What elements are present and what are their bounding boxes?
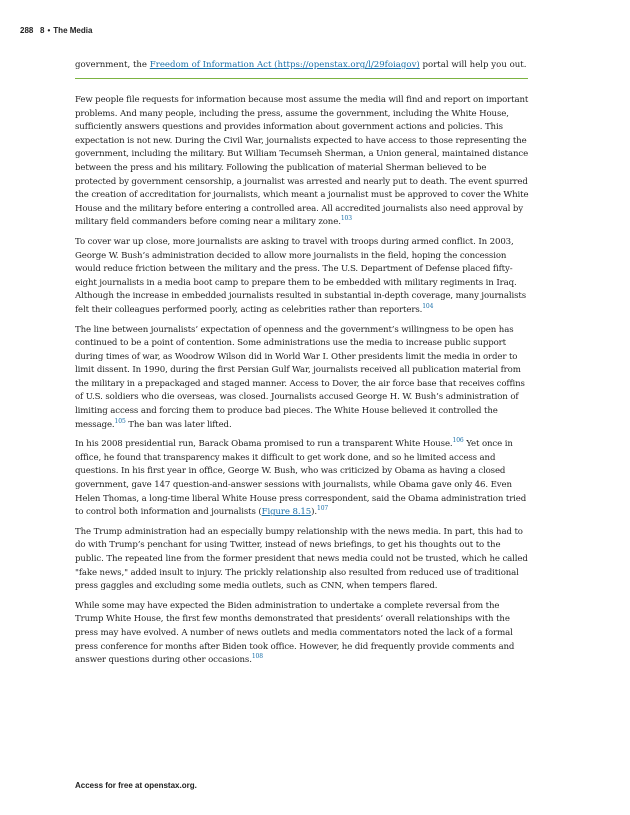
continued-paragraph xyxy=(75,59,528,72)
paragraph-text: The line between journalists’ expectation of openness and the government’s willingness to be open has continued to be a point of contention. Some administrations use the media to increase public support during times of war, as Woodrow Wilson did in World War I. Other presidents limit the media in order to limit dissent. In 1990, during the first Persian Gulf War, journalists received all publication material from the military in a prepackaged and staged manner. Access to Dover, the air force base that receives coffins of U.S. soldiers who die overseas, was closed. Journalists accused George H. W. Bush’s administration of limiting access and forcing them to produce bad pieces. The White House believed it controlled the message. xyxy=(75,324,525,430)
paragraph-text: To cover war up close, more journalists are asking to travel with troops during armed conflict. In 2003, George W. Bush’s administration decided to allow more journalists in the field, hoping the concession would reduce friction between the military and the press. The U.S. Department of Defense placed fifty-eight journalists in a media boot camp to prepare them to be embedded with military regiments in Iraq. Although the increase in embedded journalists resulted in substantial in-depth coverage, many journalists felt their colleagues performed poorly, acting as celebrities rather than reporters. xyxy=(75,236,527,315)
chapter-number: 8 xyxy=(40,26,45,35)
paragraph-2 xyxy=(75,236,530,318)
footnote-ref-106[interactable]: 106 xyxy=(452,437,464,445)
paragraph-5 xyxy=(75,526,530,594)
header-separator: • xyxy=(47,26,51,35)
footnote-ref-107[interactable]: 107 xyxy=(317,505,329,513)
paragraph-text: The ban was later lifted. xyxy=(125,419,232,430)
footnote-ref-105[interactable]: 105 xyxy=(114,417,126,425)
paragraph-text: The Trump administration had an especially bumpy relationship with the news media. In part, this had to do with Trump’s penchant for using Twitter, instead of news briefings, to get his thoughts out to the public. The repeated line from the former president that news media could not be trusted, which he called "fake news," added insult to injury. The prickly relationship also resulted from reduced use of traditional press gaggles and excluding some media outlets, such as CNN, when tempers flared. xyxy=(75,526,528,592)
main-content xyxy=(75,94,530,674)
page-number: 288 xyxy=(20,26,34,35)
paragraph-text: While some may have expected the Biden administration to undertake a complete reversal from the Trump White House, the first few months demonstrated that presidents’ overall relationships with the press may have evolved. A number of news outlets and media commentators noted the lack of a formal press conference for months after Biden took office. However, he did frequently provide comments and answer questions during other occasions. xyxy=(75,600,515,666)
paragraph-1 xyxy=(75,94,530,230)
footnote-ref-108[interactable]: 108 xyxy=(251,653,263,661)
paragraph-text: Yet once in office, he found that transparency makes it difficult to get work done, and so he limited access and questions. In his first year in office, George W. Bush, who was criticized by Obama as having a closed government, gave 147 question-and-answer sessions with journalists, while Obama gave only 46. Even Helen Thomas, a long-time liberal White House press correspondent, said the Obama administration tried to control both information and journalists ( xyxy=(75,439,527,518)
section-divider xyxy=(75,78,528,79)
paragraph-6 xyxy=(75,600,530,668)
top-line-after: portal will help you out. xyxy=(419,60,527,70)
running-header xyxy=(20,26,92,35)
foia-link[interactable]: Freedom of Information Act (https://openstax.org/l/29foiagov) xyxy=(149,60,420,70)
page-footer: Access for free at openstax.org. xyxy=(75,781,197,790)
top-line-before: government, the xyxy=(75,60,150,70)
paragraph-4 xyxy=(75,438,530,520)
footnote-ref-104[interactable]: 104 xyxy=(422,302,434,310)
chapter-title: The Media xyxy=(53,26,93,35)
figure-8-15-link[interactable]: Figure 8.15 xyxy=(261,507,312,518)
paragraph-text: ). xyxy=(311,507,317,518)
paragraph-text: In his 2008 presidential run, Barack Obama promised to run a transparent White House. xyxy=(75,439,453,450)
paragraph-3 xyxy=(75,324,530,433)
paragraph-text: Few people file requests for information because most assume the media will find and report on important problems. And many people, including the press, assume the government, including the White House, sufficiently answers questions and provides information about government actions and policies. This expectation is not new. During the Civil War, journalists expected to have access to those representing the government, including the military. But William Tecumseh Sherman, a Union general, maintained distance between the press and his military. Following the publication of material Sherman believed to be protected by government censorship, a journalist was arrested and nearly put to death. The event spurred the creation of accreditation for journalists, which meant a journalist must be approved to cover the White House and the military before entering a controlled area. All accredited journalists also need approval by military field commanders before coming near a military zone. xyxy=(75,95,529,228)
footnote-ref-103[interactable]: 103 xyxy=(340,215,352,223)
